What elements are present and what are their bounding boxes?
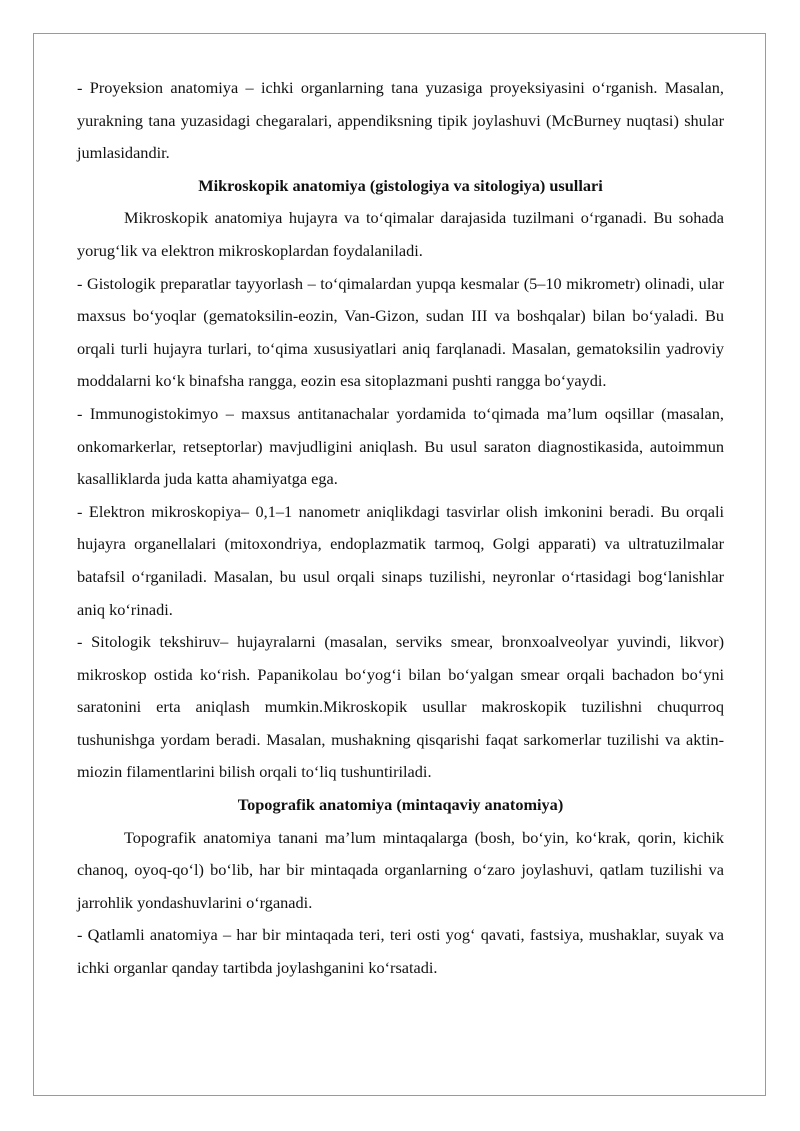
paragraph-topographic-intro: Topografik anatomiya tanani ma’lum mintaqalarga (bosh, bo‘yin, ko‘krak, qorin, kichik chanoq, oyoq-qo‘l) bo‘lib, har bir mintaqada organlarning o‘zaro joylashuvi, qatlam tuzilishi va jarrohlik yondashuvlarini o‘rganadi. xyxy=(77,827,724,912)
paragraph-cytology: - Sitologik tekshiruv– hujayralarni (masalan, serviks smear, bronxoalveolyar yuvindi, likvor) mikroskop ostida ko‘rish. Papanikolau bo‘yog‘i bilan bo‘yalgan smear orqali bachadon bo‘yni saratonini erta aniqlash mumkin.Mikroskopik usullar makroskopik tuzilishni chuqurroq tushunishga yordam beradi. Masalan, mushakning qisqarishi faqat sarkomerlar tuzilishi va aktin-miozin filamentlarini bilish orqali to‘liq tushuntiriladi. xyxy=(77,632,724,782)
document-body xyxy=(77,72,724,985)
paragraph-microscopic-intro: Mikroskopik anatomiya hujayra va to‘qimalar darajasida tuzilmani o‘rganadi. Bu sohada yorug‘lik va elektron mikroskoplardan foydalaniladi. xyxy=(77,208,724,260)
paragraph-projection-anatomy: - Proyeksion anatomiya – ichki organlarning tana yuzasiga proyeksiyasini o‘rganish. Masalan, yurakning tana yuzasidagi chegaralari, appendiksning tipik joylashuvi (McBurney nuqtasi) shular jumlasidandir. xyxy=(77,78,724,163)
heading-microscopic-anatomy: Mikroskopik anatomiya (gistologiya va sitologiya) usullari xyxy=(198,175,603,195)
paragraph-immunohistochemistry: - Immunogistokimyo – maxsus antitanachalar yordamida to‘qimada ma’lum oqsillar (masalan, onkomarkerlar, retseptorlar) mavjudligini aniqlash. Bu usul saraton diagnostikasida, autoimmun kasalliklarda juda katta ahamiyatga ega. xyxy=(77,403,724,489)
paragraph-electron-microscopy: - Elektron mikroskopiya– 0,1–1 nanometr aniqlikdagi tasvirlar olish imkonini beradi. Bu orqali hujayra organellalari (mitoxondriya, endoplazmatik tarmoq, Golgi apparati) va ultratuzilmalar batafsil o‘rganiladi. Masalan, bu usul orqali sinaps tuzilishi, neyronlar o‘rtasidagi bog‘lanishlar aniq ko‘rinadi. xyxy=(77,501,724,619)
heading-topographic-anatomy: Topografik anatomiya (mintaqaviy anatomiya) xyxy=(237,795,564,815)
paragraph-layered-anatomy: - Qatlamli anatomiya – har bir mintaqada teri, teri osti yog‘ qavati, fastsiya, mushaklar, suyak va ichki organlar qanday tartibda joylashganini ko‘rsatadi. xyxy=(77,925,724,978)
paragraph-histology-preparation: - Gistologik preparatlar tayyorlash – to‘qimalardan yupqa kesmalar (5–10 mikrometr) olinadi, ular maxsus bo‘yoqlar (gematoksilin-eozin, Van-Gizon, sudan III va boshqalar) bilan bo‘yaladi. Bu orqali turli hujayra turlari, to‘qima xususiyatlari aniq farqlanadi. Masalan, gematoksilin yadroviy moddalarni ko‘k binafsha rangga, eozin esa sitoplazmani pushti rangga bo‘yaydi. xyxy=(77,273,724,391)
